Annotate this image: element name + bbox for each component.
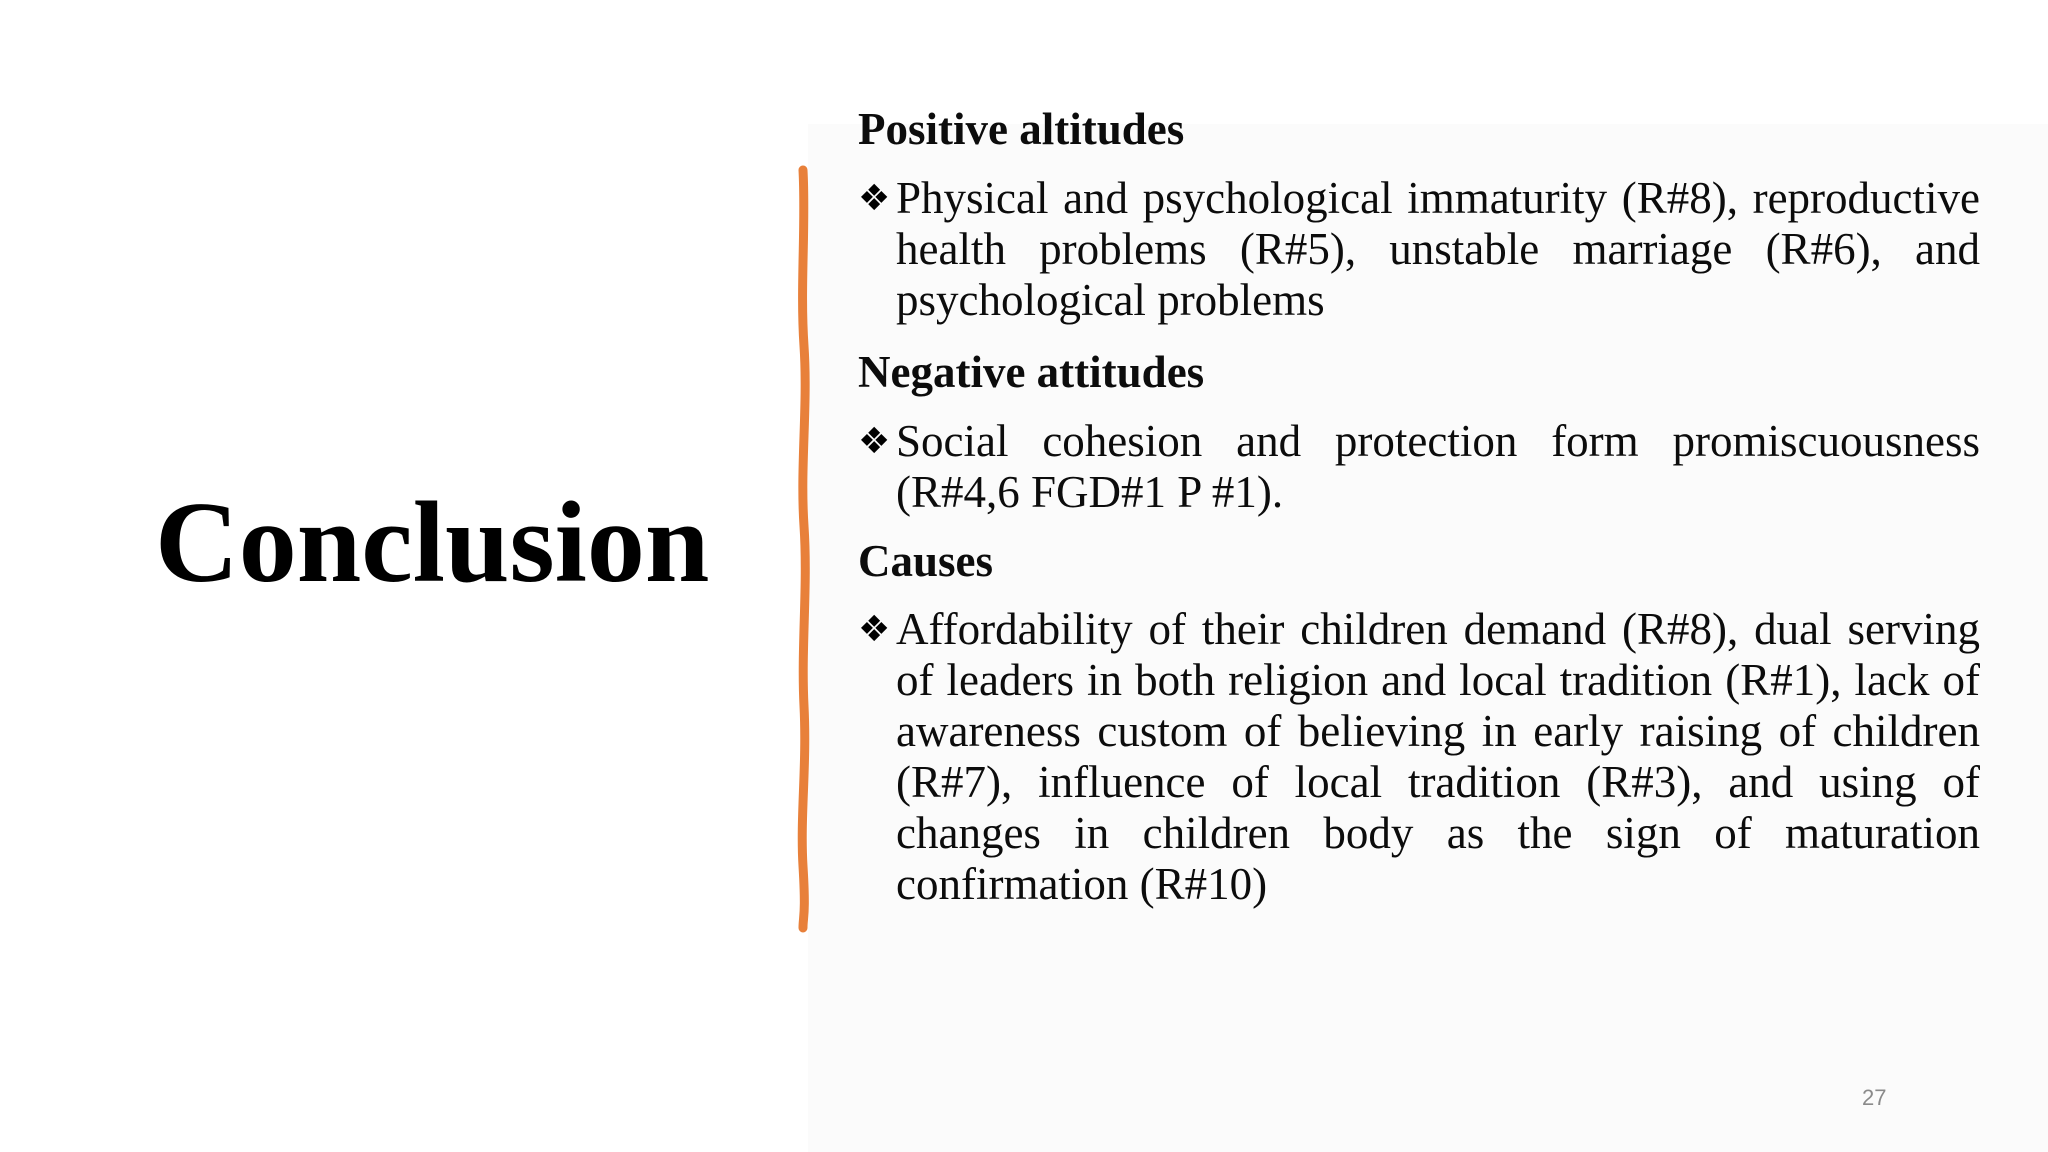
conclusion-body [858,100,1980,910]
bullet-negative [858,416,1980,518]
bullet-positive-text: Physical and psychological immaturity (R#8), reproductive health problems (R#5), unstable marriage (R#6), and psychological problems [896,173,1980,325]
section-heading-positive: Positive altitudes [858,104,1185,154]
bullet-negative-text: Social cohesion and protection form promiscuousness (R#4,6 FGD#1 P #1). [896,416,1980,517]
divider-stroke [802,170,805,928]
bullet-causes-text: Affordability of their children demand (R#8), dual serving of leaders in both religion and local tradition (R#1), lack of awareness custom of believing in early raising of children (R#7), influence of local tradition (R#3), and using of changes in children body as the sign of maturation confirmation (R#10) [896,604,1980,909]
slide-title: Conclusion [155,479,710,607]
slide-number: 27 [1862,1085,1887,1110]
bullet-positive [858,173,1980,326]
diamond-bullet-icon: ❖ [858,421,891,462]
section-heading-negative: Negative attitudes [858,347,1205,397]
bullet-causes [858,604,1980,910]
vertical-divider [790,166,820,932]
section-heading-causes: Causes [858,536,994,586]
diamond-bullet-icon: ❖ [858,178,891,219]
diamond-bullet-icon: ❖ [858,609,891,650]
